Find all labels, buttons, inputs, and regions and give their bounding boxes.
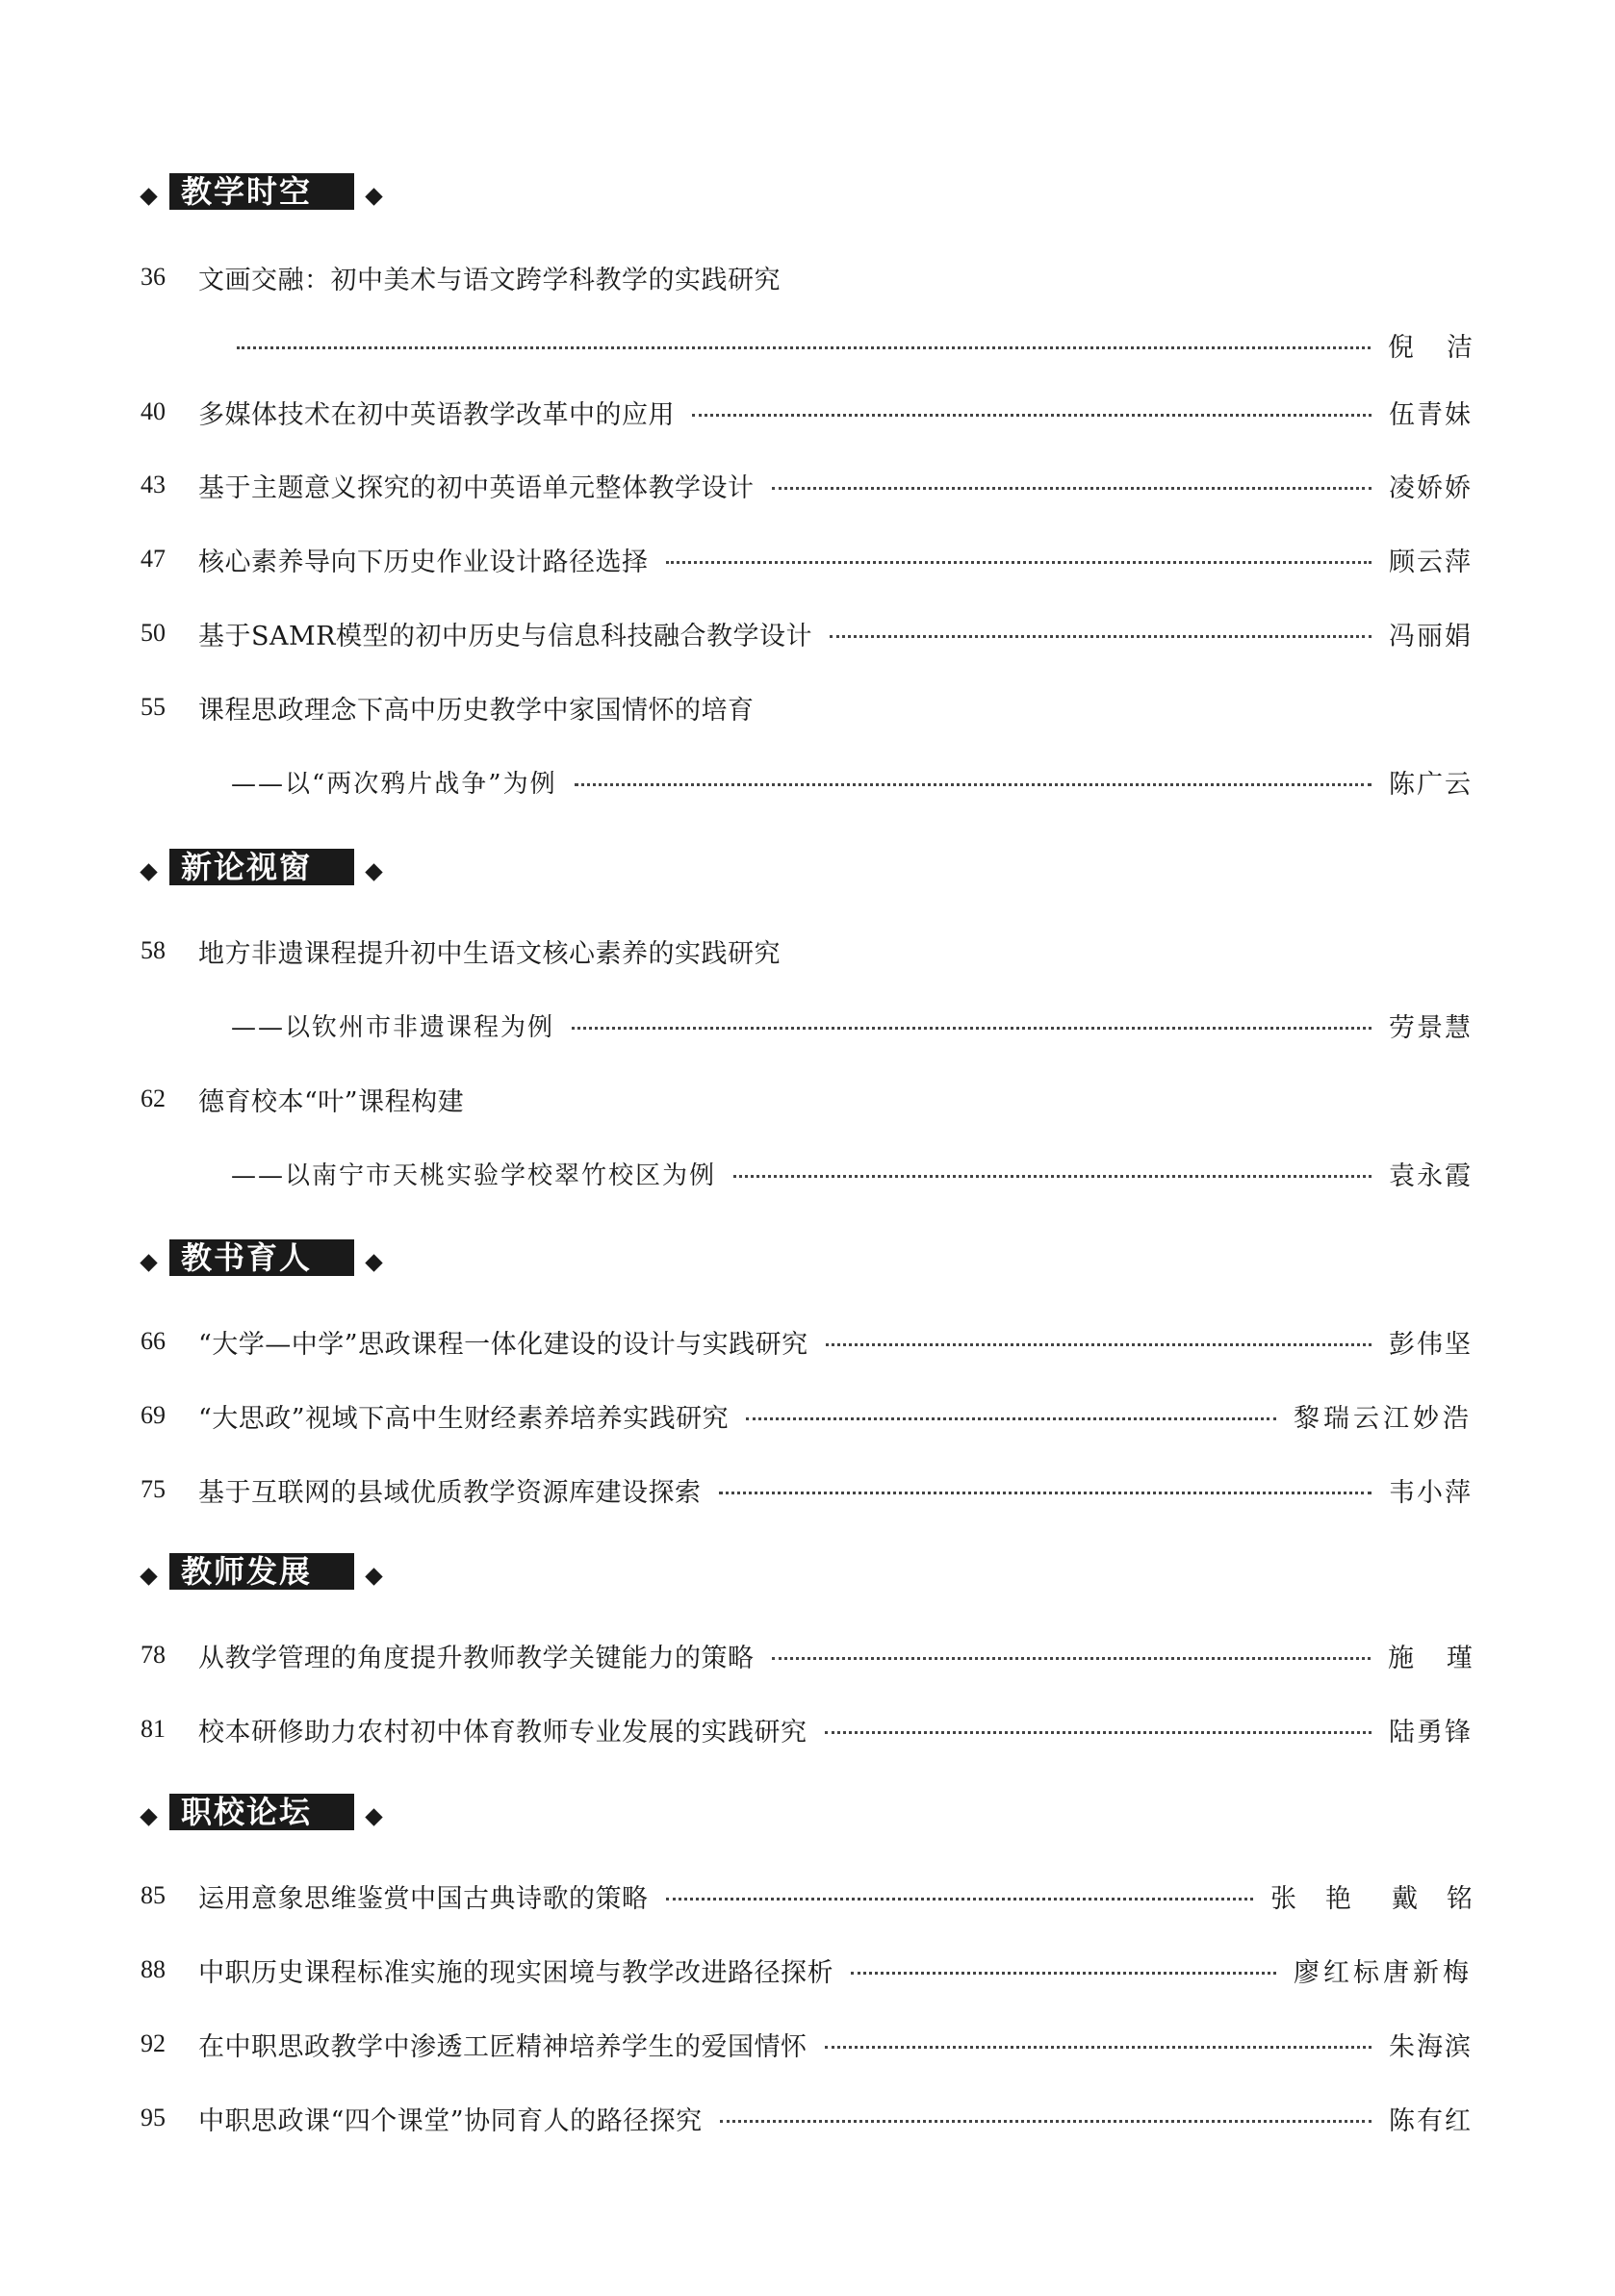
article-author: 冯丽娟 <box>1389 621 1473 651</box>
article-author: 袁永霞 <box>1389 1161 1473 1191</box>
page-number: 43 <box>141 471 166 498</box>
article-author: 韦小萍 <box>1389 1477 1473 1508</box>
toc-entry[interactable] <box>141 688 1473 727</box>
dot-leader <box>825 2045 1372 2049</box>
article-author: 陈广云 <box>1389 769 1473 800</box>
toc-entry[interactable] <box>141 1470 1473 1509</box>
article-title: 文画交融：初中美术与语文跨学科教学的实践研究 <box>198 265 781 295</box>
dot-leader <box>237 345 1371 349</box>
article-author: 陆勇锋 <box>1389 1717 1473 1748</box>
toc-entry[interactable] <box>141 2025 1473 2063</box>
article-title: 校本研修助力农村初中体育教师专业发展的实践研究 <box>198 1717 808 1748</box>
toc-entry[interactable] <box>141 1636 1505 1674</box>
article-title: 基于SAMR模型的初中历史与信息科技融合教学设计 <box>198 621 812 651</box>
section-header-teacher-development <box>141 1553 429 1601</box>
dot-leader <box>572 1026 1371 1030</box>
diamond-bullet-icon <box>140 1254 157 1271</box>
article-author: 彭伟坚 <box>1389 1329 1473 1360</box>
article-title: 地方非遗课程提升初中生语文核心素养的实践研究 <box>198 938 781 969</box>
article-author: 凌娇娇 <box>1389 472 1473 503</box>
dot-leader <box>825 1730 1372 1734</box>
section-header-educating-people <box>141 1239 429 1288</box>
toc-entry[interactable] <box>141 931 1473 970</box>
dot-leader <box>826 1342 1371 1346</box>
article-author: 戴铭 <box>1392 1883 1501 1914</box>
article-title: 基于互联网的县域优质教学资源库建设探索 <box>198 1477 702 1508</box>
diamond-bullet-icon <box>365 1568 382 1585</box>
section-title: 职校论坛 <box>169 1794 354 1830</box>
section-title: 教学时空 <box>169 173 354 210</box>
toc-entry[interactable] <box>141 393 1473 431</box>
page-number: 81 <box>141 1715 166 1743</box>
article-title: 基于主题意义探究的初中英语单元整体教学设计 <box>198 472 755 503</box>
page-number: 55 <box>141 693 166 721</box>
page-number: 47 <box>141 545 166 573</box>
diamond-bullet-icon <box>365 188 382 205</box>
toc-entry-continuation[interactable] <box>141 325 1505 364</box>
article-author: 顾云萍 <box>1389 547 1473 577</box>
toc-entry[interactable] <box>141 614 1473 652</box>
diamond-bullet-icon <box>140 863 157 880</box>
article-subtitle: ——以“两次鸦片战争”为例 <box>231 769 557 799</box>
article-author: 黎瑞云 <box>1294 1403 1383 1434</box>
article-title: 核心素养导向下历史作业设计路径选择 <box>198 547 649 577</box>
dot-leader <box>746 1416 1276 1420</box>
article-author: 陈有红 <box>1389 2105 1473 2136</box>
diamond-bullet-icon <box>365 1254 382 1271</box>
article-subtitle: ——以钦州市非遗课程为例 <box>231 1012 555 1042</box>
toc-entry[interactable] <box>141 1080 1473 1118</box>
article-author: 朱海滨 <box>1389 2031 1473 2062</box>
toc-entry[interactable] <box>141 1322 1473 1361</box>
section-title: 教书育人 <box>169 1239 354 1276</box>
toc-entry-subtitle[interactable] <box>141 1154 1473 1192</box>
section-title: 新论视窗 <box>169 849 354 885</box>
diamond-bullet-icon <box>365 1808 382 1825</box>
dot-leader <box>720 2119 1371 2123</box>
article-title: 多媒体技术在初中英语教学改革中的应用 <box>198 399 675 430</box>
article-title: 从教学管理的角度提升教师教学关键能力的策略 <box>198 1643 755 1673</box>
diamond-bullet-icon <box>365 863 382 880</box>
article-title: 德育校本“叶”课程构建 <box>198 1086 465 1117</box>
toc-entry-subtitle[interactable] <box>141 1006 1473 1044</box>
dot-leader <box>666 1897 1254 1901</box>
page-number: 66 <box>141 1327 166 1355</box>
article-author: 江妙浩 <box>1383 1403 1473 1434</box>
article-author: 伍青妹 <box>1389 399 1473 430</box>
page-number: 92 <box>141 2029 166 2057</box>
section-header-teaching-space <box>141 173 429 221</box>
page-number: 50 <box>141 619 166 647</box>
dot-leader <box>733 1174 1371 1178</box>
article-author: 唐新梅 <box>1383 1957 1473 1988</box>
toc-entry[interactable] <box>141 1951 1473 1989</box>
page-number: 58 <box>141 936 166 964</box>
toc-entry[interactable] <box>141 466 1473 504</box>
dot-leader <box>772 1656 1371 1660</box>
page-number: 75 <box>141 1475 166 1503</box>
article-author: 劳景慧 <box>1389 1012 1473 1043</box>
toc-entry[interactable] <box>141 540 1473 578</box>
page-number: 95 <box>141 2104 166 2131</box>
article-title: 中职历史课程标准实施的现实困境与教学改进路径探析 <box>198 1957 833 1988</box>
section-header-new-perspectives <box>141 849 429 897</box>
dot-leader <box>666 560 1372 564</box>
dot-leader <box>719 1491 1372 1494</box>
article-title: “大思政”视域下高中生财经素养培养实践研究 <box>198 1403 730 1434</box>
dot-leader <box>830 634 1371 638</box>
toc-entry[interactable] <box>141 1710 1473 1748</box>
page-number: 69 <box>141 1401 166 1429</box>
article-author: 廖红标 <box>1294 1957 1383 1988</box>
article-title: 中职思政课“四个课堂”协同育人的路径探究 <box>198 2105 703 2136</box>
article-title: 课程思政理念下高中历史教学中家国情怀的培育 <box>198 695 755 726</box>
article-author: 倪洁 <box>1388 332 1505 363</box>
dot-leader <box>772 486 1372 490</box>
dot-leader <box>575 782 1371 786</box>
diamond-bullet-icon <box>140 1568 157 1585</box>
page-number: 62 <box>141 1084 166 1112</box>
dot-leader <box>692 413 1371 417</box>
toc-entry[interactable] <box>141 258 1473 296</box>
page-number: 36 <box>141 263 166 291</box>
page-number: 40 <box>141 397 166 425</box>
page-number: 88 <box>141 1955 166 1983</box>
toc-entry[interactable] <box>141 1396 1473 1435</box>
page-number: 78 <box>141 1641 166 1669</box>
toc-entry-subtitle[interactable] <box>141 762 1473 801</box>
diamond-bullet-icon <box>140 1808 157 1825</box>
diamond-bullet-icon <box>140 188 157 205</box>
article-author: 施瑾 <box>1388 1643 1505 1673</box>
article-subtitle: ——以南宁市天桃实验学校翠竹校区为例 <box>231 1161 717 1190</box>
article-title: 运用意象思维鉴赏中国古典诗歌的策略 <box>198 1883 649 1914</box>
article-title: 在中职思政教学中渗透工匠精神培养学生的爱国情怀 <box>198 2031 808 2062</box>
page-number: 85 <box>141 1881 166 1909</box>
article-title: “大学—中学”思政课程一体化建设的设计与实践研究 <box>198 1329 808 1360</box>
toc-entry[interactable] <box>141 1876 1501 1915</box>
toc-entry[interactable] <box>141 2099 1473 2137</box>
dot-leader <box>851 1971 1276 1975</box>
section-header-vocational-forum <box>141 1794 429 1842</box>
article-author: 张艳 <box>1270 1883 1380 1914</box>
section-title: 教师发展 <box>169 1553 354 1590</box>
